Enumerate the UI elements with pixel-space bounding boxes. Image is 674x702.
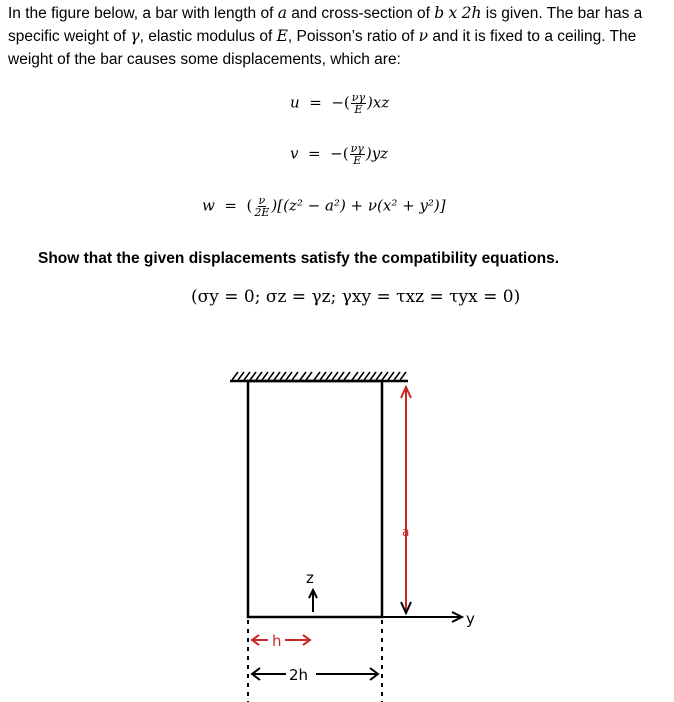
bar-rectangle bbox=[248, 381, 382, 617]
label-2h: 2h bbox=[289, 666, 309, 684]
ceiling-hatch bbox=[232, 372, 406, 380]
boundary-conditions: (σy = 0; σz = γz; γxy = τxz = τyx = 0) bbox=[191, 287, 521, 307]
equation-v: v = −( $\frac{\nu\gamma}{E}$ )yz bbox=[290, 142, 389, 167]
instruction-text: Show that the given displacements satisfy the compatibility equations. bbox=[38, 250, 560, 267]
equation-u: u = −( $\frac{\nu\gamma}{E}$ )xz bbox=[290, 91, 390, 116]
problem-intro: In the figure below, a bar with length of a and cross-section of b x 2h is given. The bar has a specific weight of γ, elastic modulus of E, Poisson’s ratio of ν and it is fixed to a ceiling. The weight of the bar causes some displacements, which are: bbox=[8, 4, 643, 68]
equation-w: w = ( $\frac{\nu}{2E}$ )[(z² − a²) + ν(x² + y²)] bbox=[202, 194, 446, 219]
label-h: h bbox=[272, 632, 282, 650]
label-a: a bbox=[402, 525, 410, 539]
label-y: y bbox=[466, 610, 475, 628]
label-z: z bbox=[306, 569, 314, 587]
